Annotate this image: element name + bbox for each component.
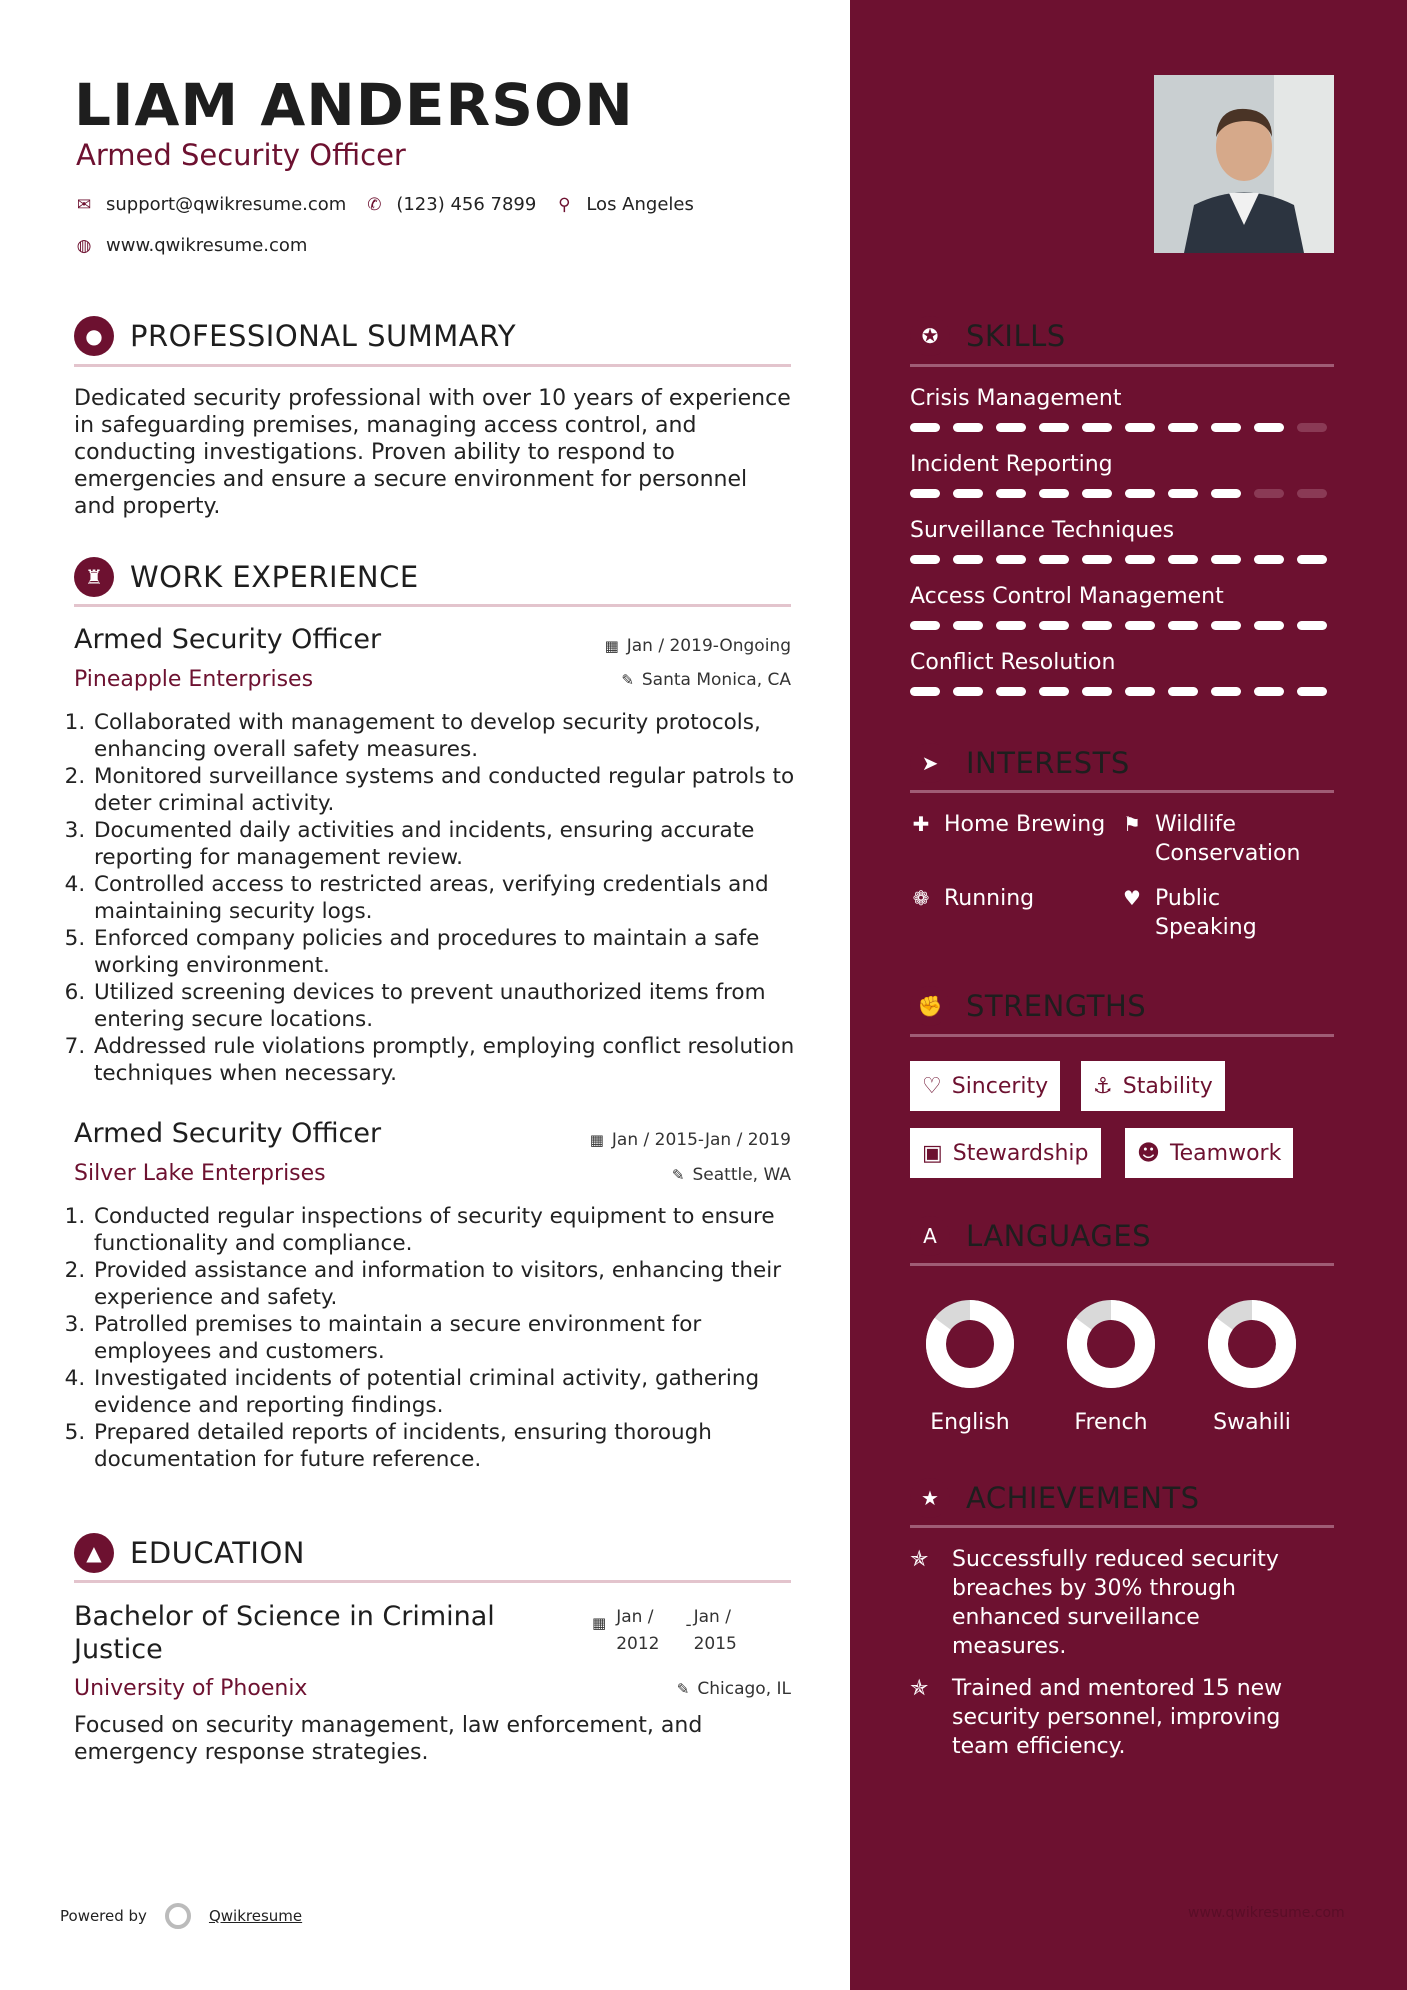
calendar-icon: ▦	[589, 1131, 604, 1149]
language-donut	[1063, 1296, 1159, 1392]
heartbeat-icon: ♥	[1123, 886, 1141, 910]
candidate-role: Armed Security Officer	[76, 138, 406, 172]
achievement-item: ✯ Trained and mentored 15 new security personnel, improving team efficiency.	[910, 1676, 1283, 1759]
list-item: 1. Conducted regular inspections of security equipment to ensure functionality and compliance.	[92, 1203, 812, 1257]
strength-chip: ♡ Sincerity	[910, 1061, 1060, 1111]
qwikresume-logo-icon	[165, 1903, 191, 1929]
interests-title: INTERESTS	[966, 746, 1130, 780]
strength-chip: ☻ Teamwork	[1125, 1128, 1293, 1178]
skill-level-dash	[1297, 621, 1327, 630]
person-photo-icon	[1154, 75, 1334, 253]
job-title: Armed Security Officer	[74, 1118, 382, 1149]
skill-item: Surveillance Techniques	[910, 518, 1334, 584]
school-name: University of Phoenix	[74, 1676, 308, 1701]
language-item: Swahili	[1204, 1296, 1300, 1435]
skill-level-dash	[953, 555, 983, 564]
strengths-header	[910, 986, 1146, 1026]
education-location: ✎ Chicago, IL	[676, 1679, 791, 1699]
skill-level-dash	[1125, 555, 1155, 564]
job-date: ▦ Jan / 2019-Ongoing	[604, 636, 791, 656]
skill-level-dash	[1125, 687, 1155, 696]
skill-level-dash	[1125, 489, 1155, 498]
interest-item: ✚ Home Brewing	[910, 810, 1105, 839]
summary-rule	[74, 364, 791, 367]
strength-chip: ⚓ Stability	[1081, 1061, 1225, 1111]
job-location: ✎ Santa Monica, CA	[621, 670, 791, 690]
strengths-title: STRENGTHS	[966, 989, 1147, 1023]
job-duties	[74, 709, 812, 1087]
degree-title: Bachelor of Science in Criminal Justice	[74, 1601, 495, 1665]
skill-level-dash	[953, 489, 983, 498]
strengths-rule	[910, 1034, 1334, 1037]
profile-photo	[1154, 75, 1334, 253]
skill-level-dash	[1254, 555, 1284, 564]
paper-plane-icon: ➤	[910, 743, 950, 783]
skill-level-dash	[1211, 687, 1241, 696]
skill-level-dash	[1168, 489, 1198, 498]
skill-level-dash	[1039, 687, 1069, 696]
list-item: 4. Controlled access to restricted areas, verifying credentials and maintaining security logs.	[92, 871, 812, 925]
pin-icon: ✎	[671, 1166, 685, 1184]
user-icon: ●	[74, 316, 114, 356]
skill-level-dash	[1039, 621, 1069, 630]
fist-icon: ✊	[910, 986, 950, 1026]
skill-item: Conflict Resolution	[910, 650, 1334, 716]
list-item: 3. Documented daily activities and incidents, ensuring accurate reporting for management review.	[92, 817, 812, 871]
summary-header	[74, 316, 516, 356]
star-burst-icon: ✯	[910, 1676, 929, 1701]
interest-item: ❁ Running	[910, 884, 1034, 913]
contact-phone[interactable]: (123) 456 7899	[396, 194, 537, 215]
skill-level-dash	[1125, 423, 1155, 432]
paw-icon: ❁	[912, 886, 930, 910]
briefcase-icon: ▣	[922, 1140, 943, 1166]
skill-level-dash	[1297, 489, 1327, 498]
skill-level-bar	[910, 621, 1334, 630]
skill-level-bar	[910, 555, 1334, 564]
languages-rule	[910, 1263, 1334, 1266]
education-date: ▦ Jan / 2012 - Jan / 2015	[592, 1607, 737, 1654]
skill-level-dash	[1082, 687, 1112, 696]
interest-item: ⚑ Wildlife Conservation	[1121, 810, 1300, 868]
language-donut	[1204, 1296, 1300, 1392]
education-title: EDUCATION	[130, 1536, 306, 1570]
skill-level-dash	[910, 621, 940, 630]
skill-level-dash	[1211, 555, 1241, 564]
skill-level-dash	[1254, 423, 1284, 432]
skill-level-bar	[910, 687, 1334, 696]
phone-icon: ✆	[367, 194, 382, 215]
star-icon: ★	[910, 1478, 950, 1518]
graduate-icon: ▲	[74, 1533, 114, 1573]
contact-location: Los Angeles	[586, 194, 694, 215]
contact-row	[74, 194, 694, 215]
summary-title: PROFESSIONAL SUMMARY	[130, 319, 517, 353]
puzzle-icon: ✚	[912, 812, 930, 836]
skill-level-dash	[1211, 423, 1241, 432]
flag-icon: ⚑	[1123, 812, 1141, 836]
skill-level-dash	[1168, 423, 1198, 432]
list-item: 6. Utilized screening devices to prevent unauthorized items from entering secure locations.	[92, 979, 812, 1033]
list-item: 5. Enforced company policies and procedures to maintain a safe working environment.	[92, 925, 812, 979]
skill-level-dash	[996, 555, 1026, 564]
language-icon: A	[910, 1216, 950, 1256]
skill-level-bar	[910, 423, 1334, 432]
skill-level-dash	[1082, 555, 1112, 564]
footer-url: www.qwikresume.com	[1188, 1905, 1345, 1921]
skill-level-dash	[910, 687, 940, 696]
skill-level-dash	[1254, 489, 1284, 498]
globe-icon: ◍	[76, 235, 92, 256]
skill-level-dash	[910, 489, 940, 498]
list-item: 5. Prepared detailed reports of incidents, ensuring thorough documentation for future reference.	[92, 1419, 812, 1473]
calendar-icon: ▦	[604, 637, 619, 655]
achievement-item: ✯ Successfully reduced security breaches by 30% through enhanced surveillance measures.	[910, 1547, 1279, 1659]
skill-level-dash	[996, 621, 1026, 630]
skill-level-dash	[1039, 423, 1069, 432]
interests-rule	[910, 790, 1334, 793]
pin-icon: ✎	[676, 1680, 690, 1698]
users-icon: ☻	[1137, 1140, 1160, 1166]
envelope-icon: ✉	[76, 194, 92, 215]
skill-level-dash	[1125, 621, 1155, 630]
interest-item: ♥ Public Speaking	[1121, 884, 1257, 942]
skills-header	[910, 316, 1066, 356]
list-item: 2. Monitored surveillance systems and conducted regular patrols to deter criminal activity.	[92, 763, 812, 817]
skill-level-dash	[910, 423, 940, 432]
skill-level-dash	[1297, 555, 1327, 564]
job-company: Silver Lake Enterprises	[74, 1161, 326, 1186]
chair-icon: ♜	[74, 557, 114, 597]
lightbulb-icon: ✪	[910, 316, 950, 356]
contact-email[interactable]: support@qwikresume.com	[106, 194, 347, 215]
language-donut	[922, 1296, 1018, 1392]
job-title: Armed Security Officer	[74, 624, 382, 655]
achievements-header	[910, 1478, 1200, 1518]
heart-icon: ♡	[922, 1073, 942, 1099]
skill-level-bar	[910, 489, 1334, 498]
job-location: ✎ Seattle, WA	[671, 1165, 791, 1185]
candidate-name: LIAM ANDERSON	[74, 71, 634, 139]
star-burst-icon: ✯	[910, 1547, 929, 1572]
job-duties	[74, 1203, 812, 1473]
pin-icon: ✎	[621, 671, 634, 689]
languages-header	[910, 1216, 1151, 1256]
achievements-rule	[910, 1525, 1334, 1528]
achievements-title: ACHIEVEMENTS	[966, 1481, 1200, 1515]
skill-level-dash	[953, 687, 983, 696]
skills-list	[910, 386, 1334, 716]
skill-level-dash	[1039, 555, 1069, 564]
skill-item: Incident Reporting	[910, 452, 1334, 518]
calendar-icon: ▦	[592, 1614, 607, 1632]
languages-title: LANGUAGES	[966, 1219, 1152, 1253]
experience-rule	[74, 604, 791, 607]
list-item: 7. Addressed rule violations promptly, employing conflict resolution techniques when necessary.	[92, 1033, 812, 1087]
summary-text: Dedicated security professional with over 10 years of experience in safeguarding premises, managing access control, and conducting investigations. Proven ability to respond to emergencies and ensure a secure environment for personnel and property.	[74, 386, 791, 519]
job-date: ▦ Jan / 2015-Jan / 2019	[589, 1130, 791, 1150]
footer-powered: Powered by Qwikresume	[60, 1903, 302, 1929]
skills-rule	[910, 364, 1334, 367]
skill-item: Access Control Management	[910, 584, 1334, 650]
skill-level-dash	[1039, 489, 1069, 498]
skill-level-dash	[910, 555, 940, 564]
education-description: Focused on security management, law enforcement, and emergency response strategies.	[74, 1713, 703, 1765]
skill-item: Crisis Management	[910, 386, 1334, 452]
skill-level-dash	[1254, 621, 1284, 630]
job-company: Pineapple Enterprises	[74, 667, 314, 692]
skill-level-dash	[1297, 687, 1327, 696]
strength-chip: ▣ Stewardship	[910, 1128, 1101, 1178]
education-header	[74, 1533, 305, 1573]
skill-level-dash	[996, 423, 1026, 432]
anchor-icon: ⚓	[1093, 1073, 1113, 1099]
map-marker-icon: ⚲	[558, 194, 571, 215]
language-item: French	[1063, 1296, 1159, 1435]
skill-level-dash	[1168, 555, 1198, 564]
skill-level-dash	[1168, 687, 1198, 696]
language-item: English	[922, 1296, 1018, 1435]
skills-title: SKILLS	[966, 319, 1066, 353]
interests-header	[910, 743, 1130, 783]
skill-level-dash	[953, 423, 983, 432]
skill-level-dash	[1211, 489, 1241, 498]
skill-level-dash	[1168, 621, 1198, 630]
list-item: 4. Investigated incidents of potential criminal activity, gathering evidence and reporting findings.	[92, 1365, 812, 1419]
skill-level-dash	[1082, 621, 1112, 630]
skill-level-dash	[996, 687, 1026, 696]
experience-title: WORK EXPERIENCE	[130, 560, 419, 594]
skill-level-dash	[1297, 423, 1327, 432]
skill-level-dash	[1254, 687, 1284, 696]
experience-header	[74, 557, 419, 597]
footer-brand-link[interactable]: Qwikresume	[208, 1907, 303, 1925]
education-rule	[74, 1580, 791, 1583]
website-row	[74, 235, 307, 256]
list-item: 2. Provided assistance and information to visitors, enhancing their experience and safety.	[92, 1257, 812, 1311]
skill-level-dash	[1082, 423, 1112, 432]
list-item: 3. Patrolled premises to maintain a secure environment for employees and customers.	[92, 1311, 812, 1365]
skill-level-dash	[1082, 489, 1112, 498]
list-item: 1. Collaborated with management to develop security protocols, enhancing overall safety measures.	[92, 709, 812, 763]
skill-level-dash	[953, 621, 983, 630]
skill-level-dash	[1211, 621, 1241, 630]
contact-website[interactable]: www.qwikresume.com	[106, 235, 308, 256]
skill-level-dash	[996, 489, 1026, 498]
